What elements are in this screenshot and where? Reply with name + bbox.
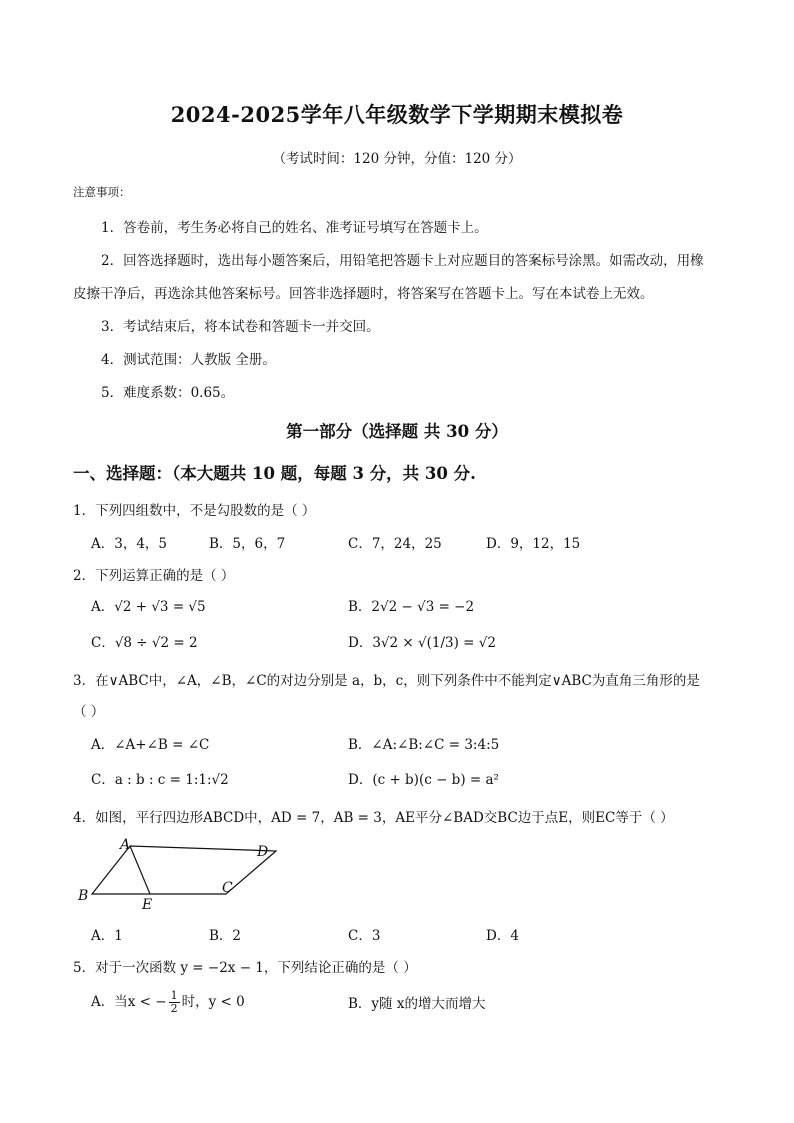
note-2-line-1: 2．回答选择题时，选出每小题答案后，用铅笔把答题卡上对应题目的答案标号涂黑。如需改动，用橡	[101, 253, 704, 269]
q3-option-b: B．∠A:∠B:∠C = 3:4:5	[348, 737, 500, 753]
parallelogram-figure	[74, 834, 280, 910]
q5-option-a-prefix: A．当	[91, 994, 128, 1010]
note-3: 3．考试结束后，将本试卷和答题卡一并交回。	[101, 319, 380, 335]
q2-option-a: A．√2 + √3 = √5	[91, 599, 206, 615]
q5-option-a-suffix: 时，y < 0	[181, 994, 245, 1010]
q2-option-b: B．2√2 − √3 = −2	[348, 599, 475, 615]
page-title: 2024-2025学年八年级数学下学期期末模拟卷	[170, 102, 624, 127]
q3-option-c: C．a : b : c = 1:1:√2	[91, 772, 229, 788]
part-title: 第一部分（选择题 共 30 分）	[286, 422, 508, 441]
q2-option-d: D．3√2 × √(1/3) = √2	[348, 635, 496, 651]
q5-option-a	[91, 990, 245, 1015]
note-1: 1．答卷前，考生务必将自己的姓名、准考证号填写在答题卡上。	[101, 220, 488, 236]
q2-stem: 2．下列运算正确的是（ ）	[73, 568, 235, 584]
q2-option-c: C．√8 ÷ √2 = 2	[91, 635, 198, 651]
q3-option-d: D．(c + b)(c − b) = a²	[348, 772, 499, 788]
q5-fraction-denominator: 2	[170, 1002, 178, 1015]
q5-fraction	[169, 990, 180, 1015]
note-5: 5．难度系数：0.65。	[101, 385, 235, 401]
q3-stem-line-1: 3．在∨ABC中，∠A，∠B，∠C的对边分别是 a，b，c，则下列条件中不能判定∨ABC为直角三角形的是	[73, 673, 700, 689]
label-b: B	[78, 888, 89, 904]
q4-option-a: A．1	[91, 928, 123, 944]
q5-fraction-numerator: 1	[170, 989, 178, 1002]
q3-stem-line-2: （ ）	[73, 704, 105, 720]
label-e: E	[142, 897, 153, 910]
q4-stem: 4．如图，平行四边形ABCD中，AD = 7，AB = 3，AE平分∠BAD交BC边于点E，则EC等于（ ）	[73, 810, 674, 826]
q4-option-b: B．2	[209, 928, 242, 944]
q1-option-a: A．3，4，5	[91, 536, 168, 552]
q3-option-a: A．∠A+∠B = ∠C	[91, 737, 210, 753]
note-2-line-2: 皮擦干净后，再选涂其他答案标号。回答非选择题时，将答案写在答题卡上。写在本试卷上无效。	[73, 286, 654, 302]
section-title: 一、选择题：（本大题共 10 题，每题 3 分，共 30 分.	[73, 464, 476, 483]
q1-option-b: B．5，6，7	[209, 536, 286, 552]
bisector-ae	[130, 846, 150, 894]
q4-option-c: C．3	[348, 928, 381, 944]
q5-option-b: B．y随 x的增大而增大	[348, 996, 486, 1012]
label-a: A	[120, 837, 131, 853]
parallelogram-abcd	[92, 846, 276, 894]
notes-heading: 注意事项：	[73, 185, 131, 199]
label-d: D	[257, 844, 269, 860]
q4-option-d: D．4	[486, 928, 519, 944]
note-4: 4．测试范围：人教版 全册。	[101, 352, 276, 368]
label-c: C	[222, 880, 233, 896]
q1-stem: 1．下列四组数中，不是勾股数的是（ ）	[73, 503, 316, 519]
q1-option-d: D．9，12，15	[486, 536, 581, 552]
q1-option-c: C．7，24，25	[348, 536, 442, 552]
q5-stem: 5．对于一次函数 y = −2x − 1，下列结论正确的是（ ）	[73, 960, 417, 976]
exam-subtitle: （考试时间：120 分钟，分值：120 分）	[272, 151, 522, 167]
q5-option-a-ineq: x < −	[127, 994, 167, 1010]
